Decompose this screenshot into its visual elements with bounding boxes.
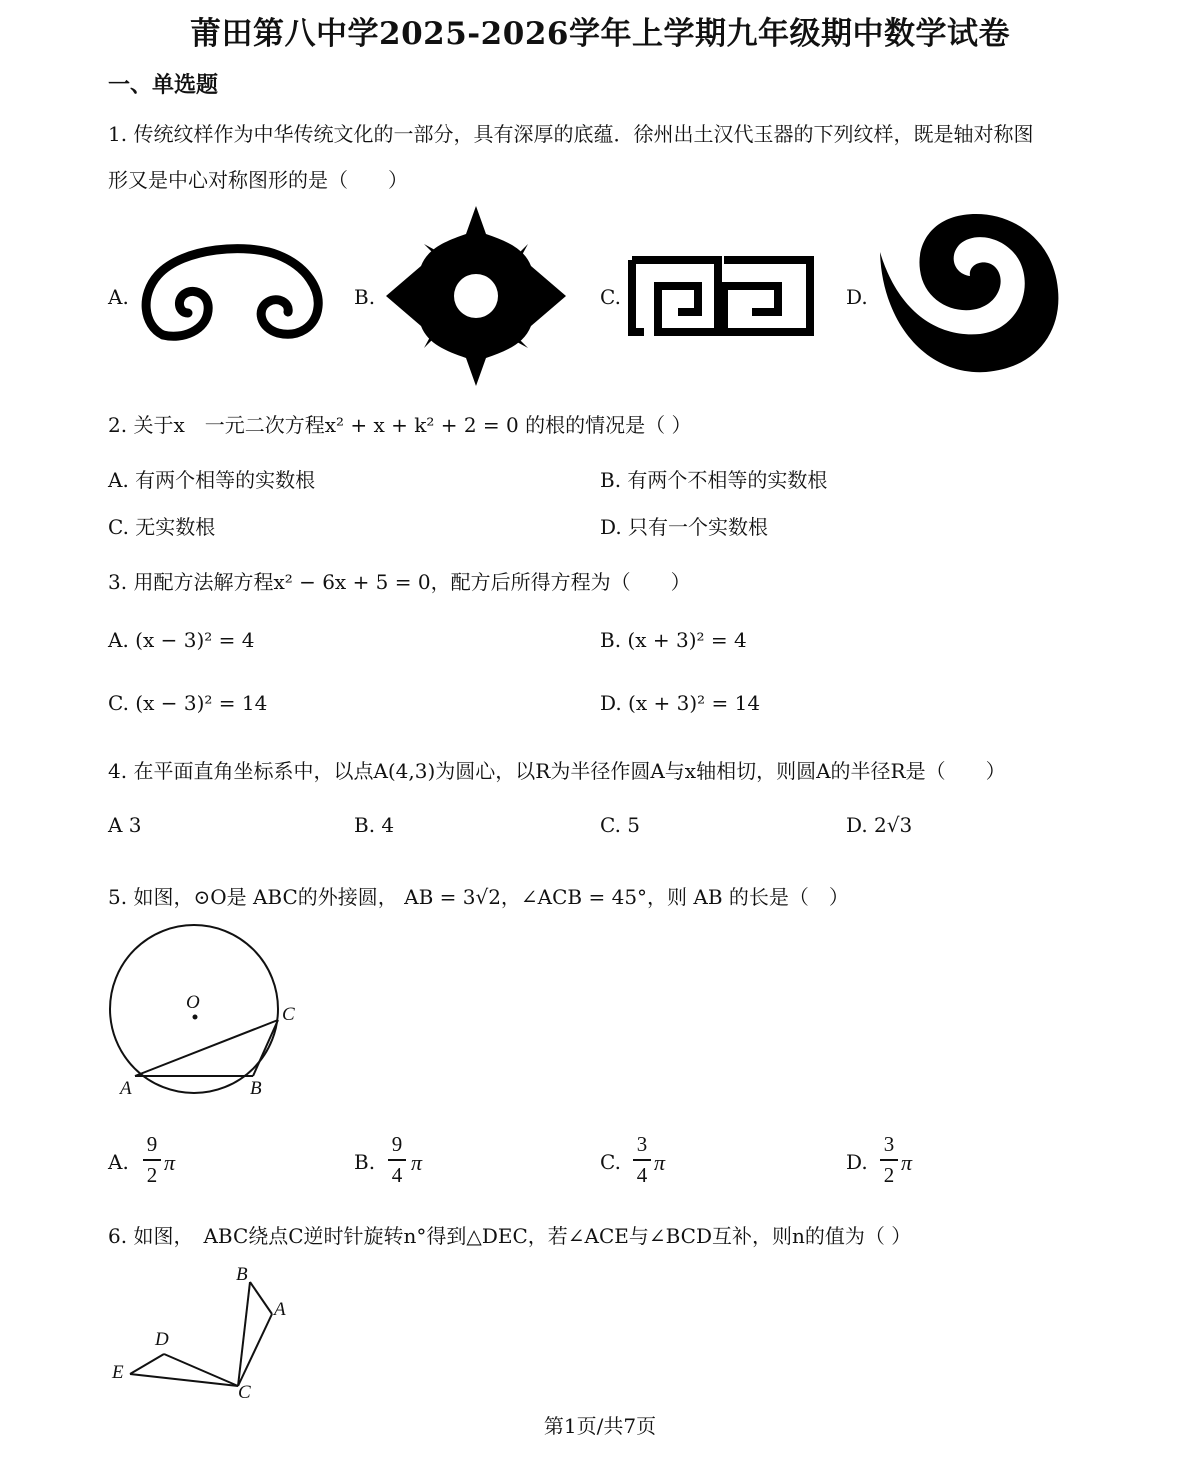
- q5-option-c-letter: C.: [600, 1150, 621, 1174]
- section-heading: 一、单选题: [108, 72, 219, 98]
- q6-label-b: B: [236, 1264, 248, 1285]
- q5-label-o: O: [186, 992, 200, 1013]
- pattern-d-spiral-icon: [876, 212, 1062, 378]
- q2-option-b: B. 有两个不相等的实数根: [600, 468, 828, 492]
- q4-stem: 4. 在平面直角坐标系中，以点A(4,3)为圆心，以R为半径作圆A与x轴相切，则圆A的半径R是（ ）: [108, 759, 1006, 783]
- q3-stem: 3. 用配方法解方程x² − 6x + 5 = 0，配方后所得方程为（ ）: [108, 570, 691, 594]
- q4-option-a: A 3: [108, 813, 142, 837]
- q2-option-c: C. 无实数根: [108, 515, 216, 539]
- q4-option-d: D. 2√3: [846, 813, 913, 837]
- q5-option-b-letter: B.: [354, 1150, 376, 1174]
- q3-option-d: D. (x + 3)² = 14: [600, 691, 761, 715]
- q3-option-b: B. (x + 3)² = 4: [600, 628, 747, 652]
- q5-option-d-pi: π: [901, 1150, 913, 1175]
- q5-option-a-letter: A.: [108, 1150, 129, 1174]
- q6-rotation-diagram: [110, 1270, 310, 1410]
- q5-stem: 5. 如图，⊙O是 ABC的外接圆， AB = 3√2，∠ACB = 45°，则 AB 的长是（ ）: [108, 885, 849, 909]
- q2-option-d: D. 只有一个实数根: [600, 515, 769, 539]
- pattern-b-ornament-icon: [384, 204, 568, 388]
- q3-option-c: C. (x − 3)² = 14: [108, 691, 268, 715]
- q5-label-c: C: [282, 1004, 295, 1025]
- q6-label-d: D: [155, 1329, 169, 1350]
- q3-option-a: A. (x − 3)² = 4: [108, 628, 255, 652]
- q5-label-a: A: [120, 1078, 132, 1099]
- q6-label-c: C: [238, 1382, 251, 1403]
- q1-line1: 1. 传统纹样作为中华传统文化的一部分，具有深厚的底蕴．徐州出土汉代玉器的下列纹样，既是轴对称图: [108, 122, 1034, 146]
- q6-label-a: A: [274, 1299, 286, 1320]
- q1-option-d-label: D.: [846, 285, 868, 309]
- q6-stem: 6. 如图， ABC绕点C逆时针旋转n°得到△DEC，若∠ACE与∠BCD互补，则n的值为（ ）: [108, 1224, 912, 1248]
- q5-label-b: B: [250, 1078, 262, 1099]
- q4-option-b: B. 4: [354, 813, 395, 837]
- q5-option-c-pi: π: [654, 1150, 666, 1175]
- q1-option-c-label: C.: [600, 285, 621, 309]
- pattern-a-scroll-icon: [138, 245, 328, 345]
- page-title: 莆田第八中学2025-2026学年上学期九年级期中数学试卷: [190, 16, 1010, 52]
- q2-stem: 2. 关于x 一元二次方程x² + x + k² + 2 = 0 的根的情况是（ ）: [108, 413, 692, 437]
- pattern-c-meander-icon: [628, 256, 814, 336]
- q6-label-e: E: [112, 1362, 124, 1383]
- q4-option-c: C. 5: [600, 813, 641, 837]
- q2-option-a: A. 有两个相等的实数根: [108, 468, 316, 492]
- q5-option-b-fraction: 9 4: [388, 1132, 406, 1188]
- q1-line2: 形又是中心对称图形的是（ ）: [108, 168, 408, 192]
- q5-option-a-pi: π: [164, 1150, 176, 1175]
- q5-option-b-pi: π: [411, 1150, 423, 1175]
- q5-option-c-fraction: 3 4: [633, 1132, 651, 1188]
- page-footer: 第1页/共7页: [543, 1414, 657, 1438]
- q1-option-a-label: A.: [108, 285, 129, 309]
- q5-option-d-fraction: 3 2: [880, 1132, 898, 1188]
- q5-option-d-letter: D.: [846, 1150, 868, 1174]
- q5-option-a-fraction: 9 2: [143, 1132, 161, 1188]
- q1-option-b-label: B.: [354, 285, 376, 309]
